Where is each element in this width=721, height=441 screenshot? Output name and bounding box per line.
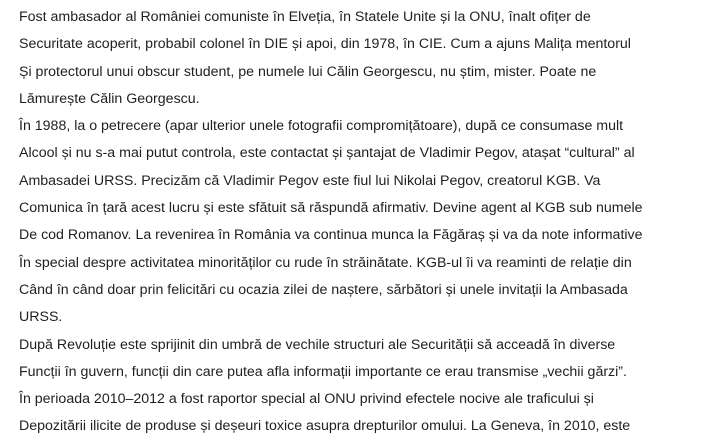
text-line: Funcții în guvern, funcții din care putea afla informații importante ce erau transmise „vechii gărzi”. (19, 363, 627, 380)
text-line: Securitate acoperit, probabil colonel în DIE și apoi, din 1978, în CIE. Cum a ajuns Malița mentorul (19, 36, 631, 53)
text-line: În 1988, la o petrecere (apar ulterior unele fotografii compromițătoare), după ce consumase mult (19, 118, 624, 135)
text-line: Lămurește Călin Georgescu. (19, 90, 200, 107)
text-line: În special despre activitatea minorităților cu rude în străinătate. KGB-ul îi va reaminti de relație din (19, 254, 632, 271)
text-line: După Revoluție este sprijinit din umbră de vechile structuri ale Securității să acceadă în diverse (19, 336, 616, 353)
text-line: Ambasadei URSS. Precizăm că Vladimir Pegov este fiul lui Nikolai Pegov, creatorul KGB. Va (19, 172, 601, 189)
text-line: În perioada 2010–2012 a fost raportor special al ONU privind efectele nocive ale traficului și (19, 391, 594, 408)
text-line: Și protectorul unui obscur student, pe numele lui Călin Georgescu, nu știm, mister. Poate ne (19, 63, 597, 80)
text-line: URSS. (19, 309, 63, 326)
text-line: Depozitării ilicite de produse și deșeuri toxice asupra drepturilor omului. La Geneva, în 2010, este (19, 418, 631, 435)
text-line: Alcool și nu s-a mai putut controla, este contactat și șantajat de Vladimir Pegov, atașat “cultural” al (19, 145, 635, 162)
text-line: Când în când doar prin felicitări cu ocazia zilei de naștere, sărbători și unele invitații la Ambasada (19, 281, 628, 298)
text-line: Comunica în țară acest lucru și este sfătuit să răspundă afirmativ. Devine agent al KGB sub numele (19, 200, 643, 217)
article-body (19, 4, 719, 441)
text-line: Fost ambasador al României comuniste în Elveția, în Statele Unite și la ONU, înalt ofițer de (19, 9, 591, 25)
text-line: De cod Romanov. La revenirea în România va continua munca la Făgăraș și va da note informative (19, 227, 643, 244)
